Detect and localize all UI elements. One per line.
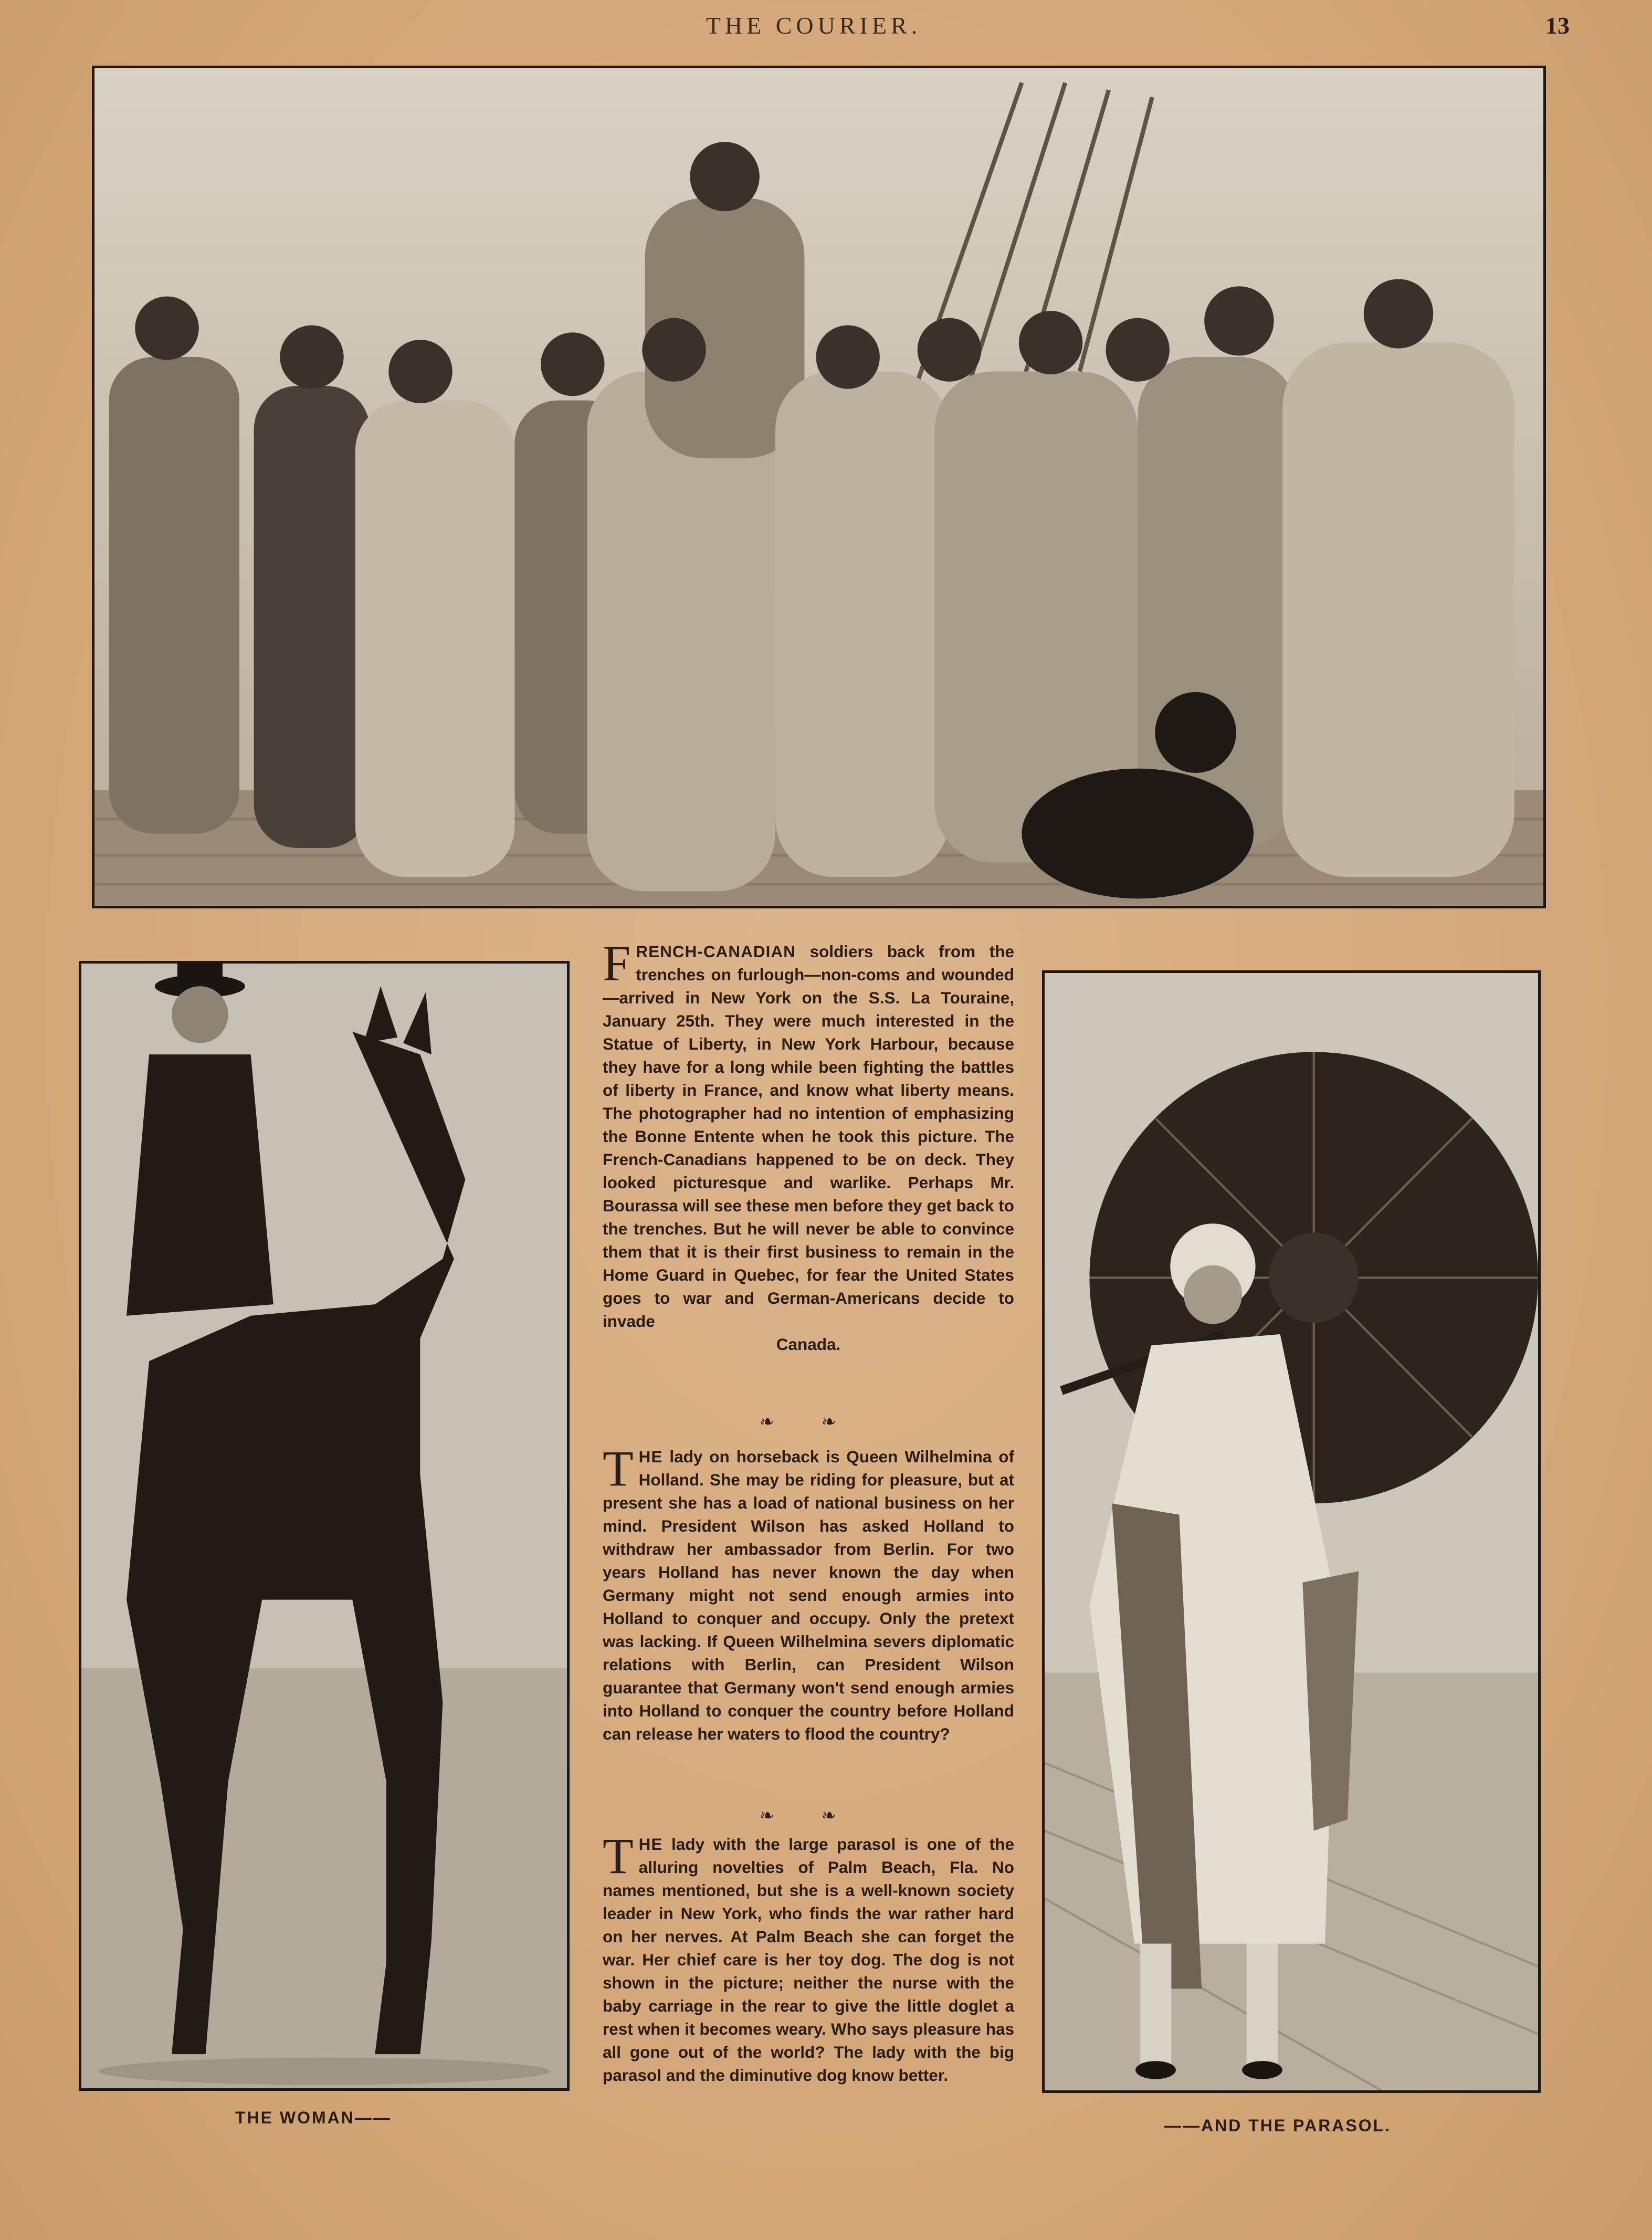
caption-and-the-parasol: ——AND THE PARASOL. <box>1164 2116 1392 2135</box>
article-body: soldiers back from the trenches on furlough—non-coms and wounded—arrived in New York on the S.S. La Touraine, January 25th. They were much interested in the Statue of Liberty, in New York Harbour, because they have for a long while been fighting the battles of liberty in France, and know what liberty means. The photographer had no intention of emphasizing the Bonne Entente when he took this picture. The French-Canadians happened to be on deck. They looked picturesque and warlike. Perhaps Mr. Bourassa will see these men before they get back to the trenches. But he will never be able to convince them that it is their first business to remain in the Home Guard in Quebec, for fear the United States goes to war and German-Americans decide to invade <box>603 942 1014 1331</box>
dropcap: F <box>603 935 631 991</box>
caption-the-woman: THE WOMAN—— <box>235 2108 392 2127</box>
article-last-line: Canada. <box>776 1335 841 1354</box>
dropcap: T <box>603 1828 634 1884</box>
photo-queen-art <box>81 964 567 2088</box>
photo-soldiers <box>92 66 1546 908</box>
article-french-canadian-soldiers <box>603 935 1014 1356</box>
article-lead: HE <box>638 1835 663 1854</box>
article-body: lady with the large parasol is one of the alluring novelties of Palm Beach, Fla. No names mentioned, but she is a well-known society leader in New York, who finds the war rather hard on her nerves. At Palm Beach she can forget the war. Her chief care is her toy dog. The dog is not shown in the picture; neither the nurse with the baby carriage in the rear to give the little doglet a rest when it becomes weary. Who says pleasure has all gone out of the world? The lady with the big parasol and the diminutive dog know better. <box>603 1835 1014 2085</box>
photo-lady-with-parasol <box>1042 970 1541 2093</box>
ornament-separator: ❧ ❧ <box>759 1806 858 1826</box>
article-lady-with-parasol <box>603 1828 1014 2087</box>
dropcap: T <box>603 1440 634 1496</box>
photo-parasol-art <box>1045 973 1538 2090</box>
page-number: 13 <box>1545 12 1570 39</box>
article-body: lady on horseback is Queen Wilhelmina of Holland. She may be riding for pleasure, but at present she has a load of national business on her mind. President Wilson has asked Holland to withdraw her ambassador from Berlin. For two years Holland has never known the day when Germany might not send enough armies into Holland to conquer and occupy. Only the pretext was lacking. If Queen Wilhelmina severs diplomatic relations with Berlin, can President Wilson guarantee that Germany won't send enough armies into Holland to conquer the country before Holland can release her waters to flood the country? <box>603 1447 1014 1743</box>
masthead-title: THE COURIER. <box>706 12 922 39</box>
article-lead: HE <box>638 1447 663 1466</box>
article-queen-wilhelmina <box>603 1440 1014 1745</box>
photo-queen-on-horseback <box>79 961 570 2091</box>
article-lead: RENCH-CANADIAN <box>636 942 796 961</box>
photo-soldiers-art <box>94 68 1543 906</box>
ornament-separator: ❧ ❧ <box>759 1412 858 1432</box>
